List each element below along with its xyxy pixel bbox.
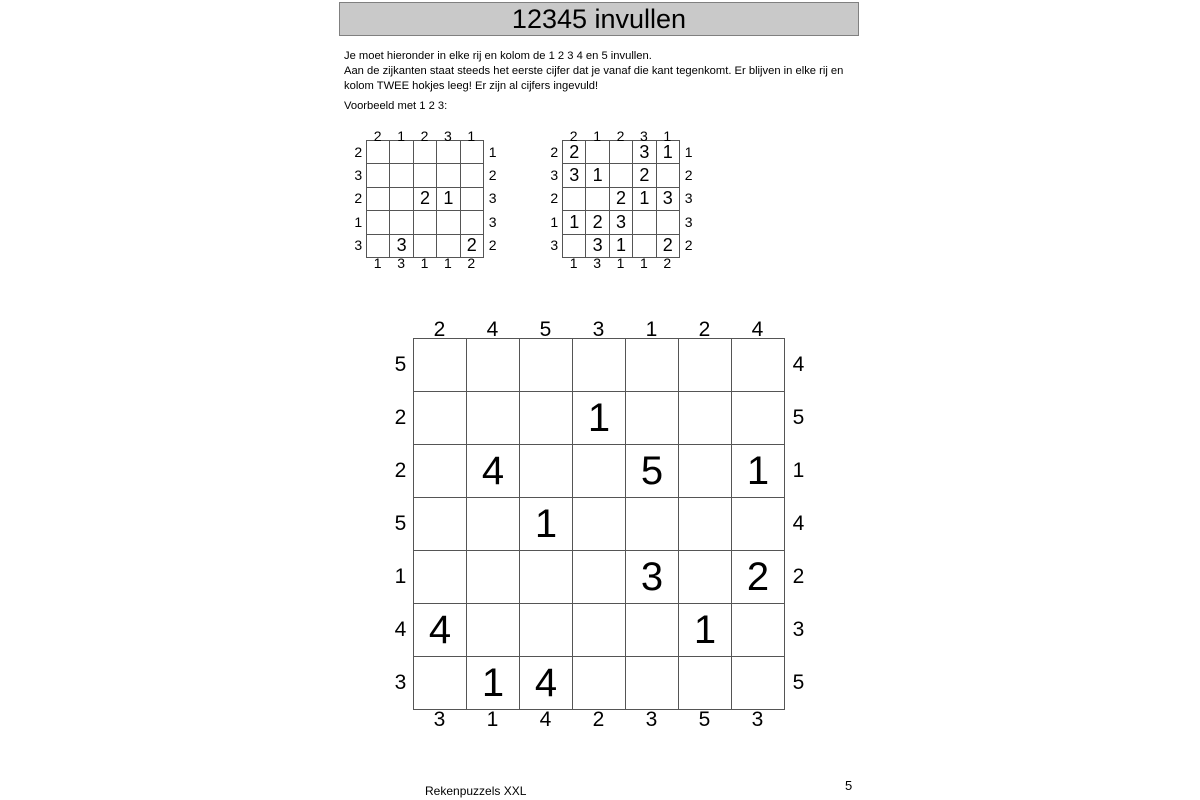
grid-cell: 1 xyxy=(585,163,609,187)
left-clue: 1 xyxy=(394,564,407,588)
grid-cell xyxy=(519,550,573,604)
left-clue: 3 xyxy=(354,237,363,254)
bottom-clue: 2 xyxy=(663,254,672,271)
right-clue: 3 xyxy=(488,213,497,230)
grid-cell xyxy=(585,187,609,211)
top-clue: 1 xyxy=(663,128,672,145)
left-clue: 3 xyxy=(394,670,407,694)
right-clue: 4 xyxy=(792,352,805,376)
right-clue: 3 xyxy=(488,190,497,207)
grid-cell xyxy=(678,444,732,498)
page-title: 12345 invullen xyxy=(339,2,859,36)
left-clue: 5 xyxy=(394,511,407,535)
right-clue: 3 xyxy=(792,617,805,641)
right-clue: 5 xyxy=(792,670,805,694)
bottom-clue: 2 xyxy=(592,707,605,731)
right-clue: 5 xyxy=(792,405,805,429)
grid-cell: 2 xyxy=(585,210,609,234)
left-clue: 2 xyxy=(394,458,407,482)
right-clue: 2 xyxy=(684,237,693,254)
bottom-clue: 1 xyxy=(486,707,499,731)
right-clue: 2 xyxy=(792,564,805,588)
grid-cell: 1 xyxy=(609,234,633,258)
grid-cell xyxy=(519,391,573,445)
right-clue: 2 xyxy=(488,167,497,184)
left-clue: 2 xyxy=(354,143,363,160)
left-clue: 2 xyxy=(354,190,363,207)
grid-cell: 3 xyxy=(656,187,680,211)
grid-cell xyxy=(632,210,656,234)
grid-cell: 1 xyxy=(436,187,460,211)
top-clue: 3 xyxy=(639,128,648,145)
top-clue: 5 xyxy=(539,317,552,341)
grid-cell: 5 xyxy=(625,444,679,498)
right-clue: 1 xyxy=(792,458,805,482)
bottom-clue: 1 xyxy=(639,254,648,271)
grid-cell xyxy=(466,603,520,657)
bottom-clue: 1 xyxy=(420,254,429,271)
grid-cell xyxy=(572,497,626,551)
instruction-line: Aan de zijkanten staat steeds het eerste cijfer dat je vanaf die kant tegenkomt. Er blijven in elke rij en kolom TWEE hokjes leeg! Er zijn al cijfers ingevuld! xyxy=(344,65,844,92)
left-clue: 5 xyxy=(394,352,407,376)
grid-cell: 3 xyxy=(389,234,413,258)
left-clue: 3 xyxy=(354,167,363,184)
grid-cell xyxy=(572,550,626,604)
grid-cell xyxy=(572,603,626,657)
grid-cell xyxy=(466,497,520,551)
right-clue: 3 xyxy=(684,190,693,207)
top-clue: 2 xyxy=(433,317,446,341)
top-clue: 1 xyxy=(645,317,658,341)
bottom-clue: 1 xyxy=(569,254,578,271)
top-clue: 2 xyxy=(569,128,578,145)
bottom-clue: 1 xyxy=(443,254,452,271)
grid-cell xyxy=(572,444,626,498)
top-clue: 4 xyxy=(751,317,764,341)
top-clue: 1 xyxy=(397,128,405,145)
top-clue: 2 xyxy=(616,128,625,145)
left-clue: 4 xyxy=(394,617,407,641)
right-clue: 1 xyxy=(488,143,497,160)
top-clue: 2 xyxy=(420,128,429,145)
grid-cell: 1 xyxy=(656,140,680,164)
grid-cell: 1 xyxy=(632,187,656,211)
grid-cell xyxy=(389,210,413,234)
right-clue: 2 xyxy=(684,167,693,184)
puzzle-grid xyxy=(562,140,680,257)
grid-cell: 3 xyxy=(632,140,656,164)
bottom-clue: 1 xyxy=(616,254,625,271)
grid-cell xyxy=(609,163,633,187)
grid-cell: 2 xyxy=(632,163,656,187)
top-clue: 4 xyxy=(486,317,499,341)
grid-cell xyxy=(389,163,413,187)
puzzle-grid xyxy=(413,338,785,709)
grid-cell: 4 xyxy=(466,444,520,498)
grid-cell: 3 xyxy=(585,234,609,258)
bottom-clue: 3 xyxy=(397,254,405,271)
grid-cell: 4 xyxy=(519,656,573,710)
grid-cell xyxy=(389,187,413,211)
grid-cell: 2 xyxy=(731,550,785,604)
left-clue: 2 xyxy=(394,405,407,429)
top-clue: 2 xyxy=(373,128,382,145)
grid-cell xyxy=(413,163,437,187)
right-clue: 4 xyxy=(792,511,805,535)
grid-cell xyxy=(678,391,732,445)
footer-book-title: Rekenpuzzels XXL xyxy=(425,784,527,798)
grid-cell xyxy=(519,444,573,498)
right-clue: 3 xyxy=(684,213,693,230)
left-clue: 1 xyxy=(354,213,363,230)
grid-cell xyxy=(466,391,520,445)
grid-cell: 4 xyxy=(413,603,467,657)
grid-cell: 3 xyxy=(562,163,586,187)
bottom-clue: 5 xyxy=(698,707,711,731)
grid-cell: 2 xyxy=(413,187,437,211)
bottom-clue: 2 xyxy=(467,254,476,271)
top-clue: 1 xyxy=(467,128,476,145)
grid-cell: 1 xyxy=(572,391,626,445)
grid-cell: 2 xyxy=(656,234,680,258)
grid-cell: 3 xyxy=(625,550,679,604)
grid-cell: 1 xyxy=(466,656,520,710)
bottom-clue: 3 xyxy=(645,707,658,731)
grid-cell xyxy=(519,603,573,657)
bottom-clue: 4 xyxy=(539,707,552,731)
grid-cell xyxy=(625,391,679,445)
instruction-line: Je moet hieronder in elke rij en kolom de 1 2 3 4 en 5 invullen. xyxy=(344,50,652,62)
right-clue: 1 xyxy=(684,143,693,160)
top-clue: 3 xyxy=(443,128,452,145)
grid-cell: 2 xyxy=(562,140,586,164)
grid-cell xyxy=(436,210,460,234)
top-clue: 1 xyxy=(593,128,601,145)
top-clue: 3 xyxy=(592,317,605,341)
grid-cell xyxy=(678,497,732,551)
bottom-clue: 3 xyxy=(751,707,764,731)
left-clue: 3 xyxy=(550,167,559,184)
grid-cell xyxy=(413,210,437,234)
grid-cell xyxy=(466,550,520,604)
bottom-clue: 3 xyxy=(433,707,446,731)
page-number: 5 xyxy=(845,778,853,793)
left-clue: 2 xyxy=(550,143,559,160)
example-label: Voorbeeld met 1 2 3: xyxy=(344,100,448,112)
grid-cell: 3 xyxy=(609,210,633,234)
grid-cell: 2 xyxy=(609,187,633,211)
bottom-clue: 3 xyxy=(593,254,601,271)
top-clue: 2 xyxy=(698,317,711,341)
grid-cell: 1 xyxy=(519,497,573,551)
grid-cell xyxy=(436,163,460,187)
grid-cell: 1 xyxy=(562,210,586,234)
grid-cell: 1 xyxy=(731,444,785,498)
left-clue: 2 xyxy=(550,190,559,207)
left-clue: 3 xyxy=(550,237,559,254)
grid-cell: 2 xyxy=(460,234,484,258)
bottom-clue: 1 xyxy=(373,254,382,271)
puzzle-grid xyxy=(366,140,484,257)
grid-cell xyxy=(625,603,679,657)
grid-cell xyxy=(678,550,732,604)
grid-cell: 1 xyxy=(678,603,732,657)
instructions xyxy=(344,49,864,94)
right-clue: 2 xyxy=(488,237,497,254)
left-clue: 1 xyxy=(550,213,559,230)
grid-cell xyxy=(625,497,679,551)
